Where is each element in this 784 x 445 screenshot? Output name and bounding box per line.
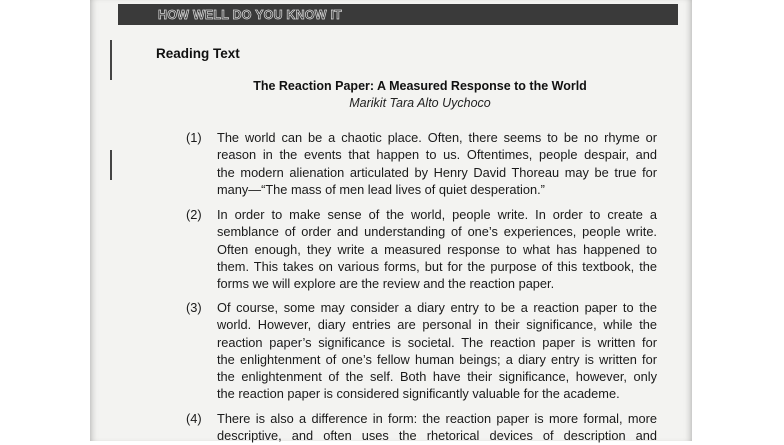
text-line: The world can be a chaotic place. Often, there seems to be no rhyme or [217, 130, 657, 145]
paragraph-number: (2) [186, 207, 202, 222]
section-heading: Reading Text [156, 46, 240, 61]
paragraph-text [217, 299, 657, 403]
text-line: forms we will explore are the review and the reaction paper. [217, 276, 555, 292]
text-line: descriptive, and often uses the rhetorical devices of description and [217, 428, 657, 444]
text-line: world. However, diary entries are personal in their significance, while the [217, 317, 657, 333]
paragraph-number: (4) [186, 411, 202, 426]
text-line: many—“The mass of men lead lives of quiet desperation.” [217, 181, 545, 197]
text-line: Of course, some may consider a diary entry to be a reaction paper to the [217, 300, 657, 315]
text-line: the modern alienation articulated by Henry David Thoreau may be true for [217, 164, 657, 180]
paragraph-text [217, 129, 657, 198]
text-line: the enlightenment of one’s fellow human beings; a diary entry is written for [217, 351, 657, 367]
article-title: The Reaction Paper: A Measured Response to the World [253, 79, 587, 93]
article-author: Marikit Tara Alto Uychoco [349, 96, 491, 110]
margin-mark [110, 150, 112, 180]
text-line: Often enough, they write a measured response to what has happened to [217, 241, 657, 257]
margin-mark [110, 40, 112, 80]
paragraph-text [217, 410, 657, 445]
text-line: There is also a difference in form: the reaction paper is more formal, more [217, 411, 657, 426]
chapter-banner [118, 4, 678, 25]
text-line: In order to make sense of the world, people write. In order to create a [217, 207, 657, 222]
paragraph-number: (1) [186, 130, 202, 145]
text-line: reaction paper’s significance is societal. The reaction paper is written for [217, 334, 657, 350]
text-line: them. This takes on various forms, but for the purpose of this textbook, the [217, 258, 657, 274]
text-line: the enlightenment of the self. Both have their significance, however, only [217, 369, 657, 385]
text-line: semblance of order and understanding of one’s experiences, people write. [217, 224, 657, 240]
paragraph-number: (3) [186, 300, 202, 315]
banner-text: HOW WELL DO YOU KNOW IT [158, 7, 342, 22]
text-line: reason in the events that happen to us. Oftentimes, people despair, and [217, 147, 657, 163]
paragraph-text [217, 206, 657, 292]
text-line: the reaction paper is considered significantly valuable for the academe. [217, 386, 620, 402]
